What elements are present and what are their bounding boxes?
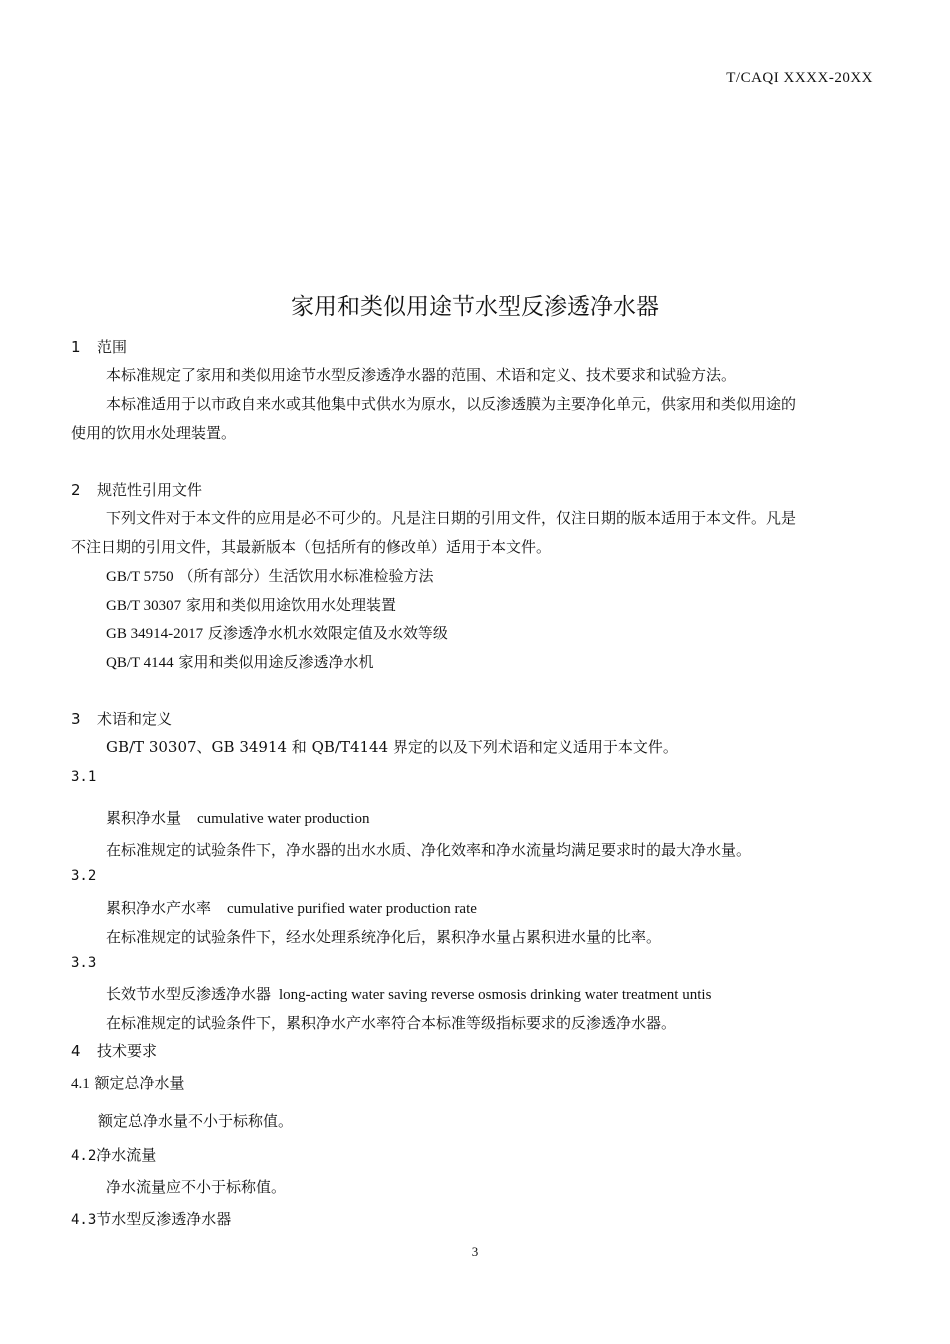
subsection-title: 节水型反渗透净水器 <box>96 1210 232 1228</box>
term-chinese: 累积净水产水率 <box>106 899 212 917</box>
section-number: 1 <box>71 338 81 356</box>
term-chinese: 累积净水量 <box>106 809 182 827</box>
term-number: 3.1 <box>71 769 97 785</box>
reference-title: 家用和类似用途饮用水处理装置 <box>185 596 396 614</box>
reference-code: GB/T 30307 <box>106 598 182 614</box>
paragraph: 下列文件对于本文件的应用是必不可少的。凡是注日期的引用文件，仅注日期的版本适用于本文件。凡是 <box>106 509 797 527</box>
reference-item <box>106 651 373 672</box>
subsection-number: 4.3 <box>71 1212 97 1228</box>
term-number: 3.3 <box>71 955 97 971</box>
subsection-number: 4.1 <box>71 1076 90 1092</box>
paragraph: 本标准适用于以市政自来水或其他集中式供水为原水，以反渗透膜为主要净化单元，供家用和类似用途的 <box>106 395 797 413</box>
section-1-heading <box>71 336 127 357</box>
reference-code: GB 34914-2017 <box>106 626 204 642</box>
reference-item <box>106 565 433 586</box>
reference-code: QB/T 4144 <box>106 655 174 671</box>
section-4-heading <box>71 1040 157 1061</box>
term-english: cumulative water production <box>197 811 370 827</box>
term-english: cumulative purified water production rate <box>227 901 477 917</box>
term-definition: 在标准规定的试验条件下，累积净水产水率符合本标准等级指标要求的反渗透净水器。 <box>106 1014 677 1032</box>
term-entry <box>106 897 477 918</box>
term-definition: 在标准规定的试验条件下，净水器的出水水质、净化效率和净水流量均满足要求时的最大净水量。 <box>106 841 752 859</box>
reference-title: （所有部分）生活饮用水标准检验方法 <box>178 567 434 585</box>
page-number: 3 <box>471 1244 479 1259</box>
document-title: 家用和类似用途节水型反渗透净水器 <box>291 294 659 320</box>
reference-item <box>106 622 448 643</box>
subsection-4-3-heading <box>71 1208 231 1229</box>
term-chinese: 长效节水型反渗透净水器 <box>106 985 272 1003</box>
reference-item <box>106 594 396 615</box>
reference-title: 反渗透净水机水效限定值及水效等级 <box>207 624 448 642</box>
section-title: 术语和定义 <box>97 710 173 728</box>
reference-title: 家用和类似用途反渗透净水机 <box>178 653 374 671</box>
paragraph: 净水流量应不小于标称值。 <box>106 1178 287 1196</box>
term-definition: 在标准规定的试验条件下，经水处理系统净化后，累积净水量占累积进水量的比率。 <box>106 928 662 946</box>
section-3-heading <box>71 708 172 729</box>
section-title: 技术要求 <box>97 1042 158 1060</box>
paragraph: 额定总净水量不小于标称值。 <box>98 1112 294 1130</box>
section-number: 3 <box>71 710 81 728</box>
section-number: 4 <box>71 1042 81 1060</box>
reference-code: GB/T 5750 <box>106 569 174 585</box>
term-number: 3.2 <box>71 868 97 884</box>
paragraph: GB/T 30307、GB 34914 和 QB/T4144 界定的以及下列术语和定义适用于本文件。 <box>106 738 678 756</box>
section-number: 2 <box>71 481 81 499</box>
term-entry <box>106 807 369 828</box>
paragraph-continuation: 使用的饮用水处理装置。 <box>71 424 237 442</box>
section-2-heading <box>71 479 202 500</box>
subsection-title: 净水流量 <box>96 1146 157 1164</box>
paragraph-continuation: 不注日期的引用文件，其最新版本（包括所有的修改单）适用于本文件。 <box>71 538 552 556</box>
subsection-4-1-heading <box>71 1072 185 1093</box>
subsection-title: 额定总净水量 <box>94 1074 185 1092</box>
section-title: 规范性引用文件 <box>97 481 203 499</box>
subsection-4-2-heading <box>71 1144 156 1165</box>
term-english: long-acting water saving reverse osmosis drinking water treatment untis <box>279 987 712 1003</box>
document-code: T/CAQI XXXX-20XX <box>726 70 873 86</box>
subsection-number: 4.2 <box>71 1148 97 1164</box>
term-entry <box>106 983 711 1004</box>
section-title: 范围 <box>97 338 128 356</box>
paragraph: 本标准规定了家用和类似用途节水型反渗透净水器的范围、术语和定义、技术要求和试验方法。 <box>106 366 737 384</box>
